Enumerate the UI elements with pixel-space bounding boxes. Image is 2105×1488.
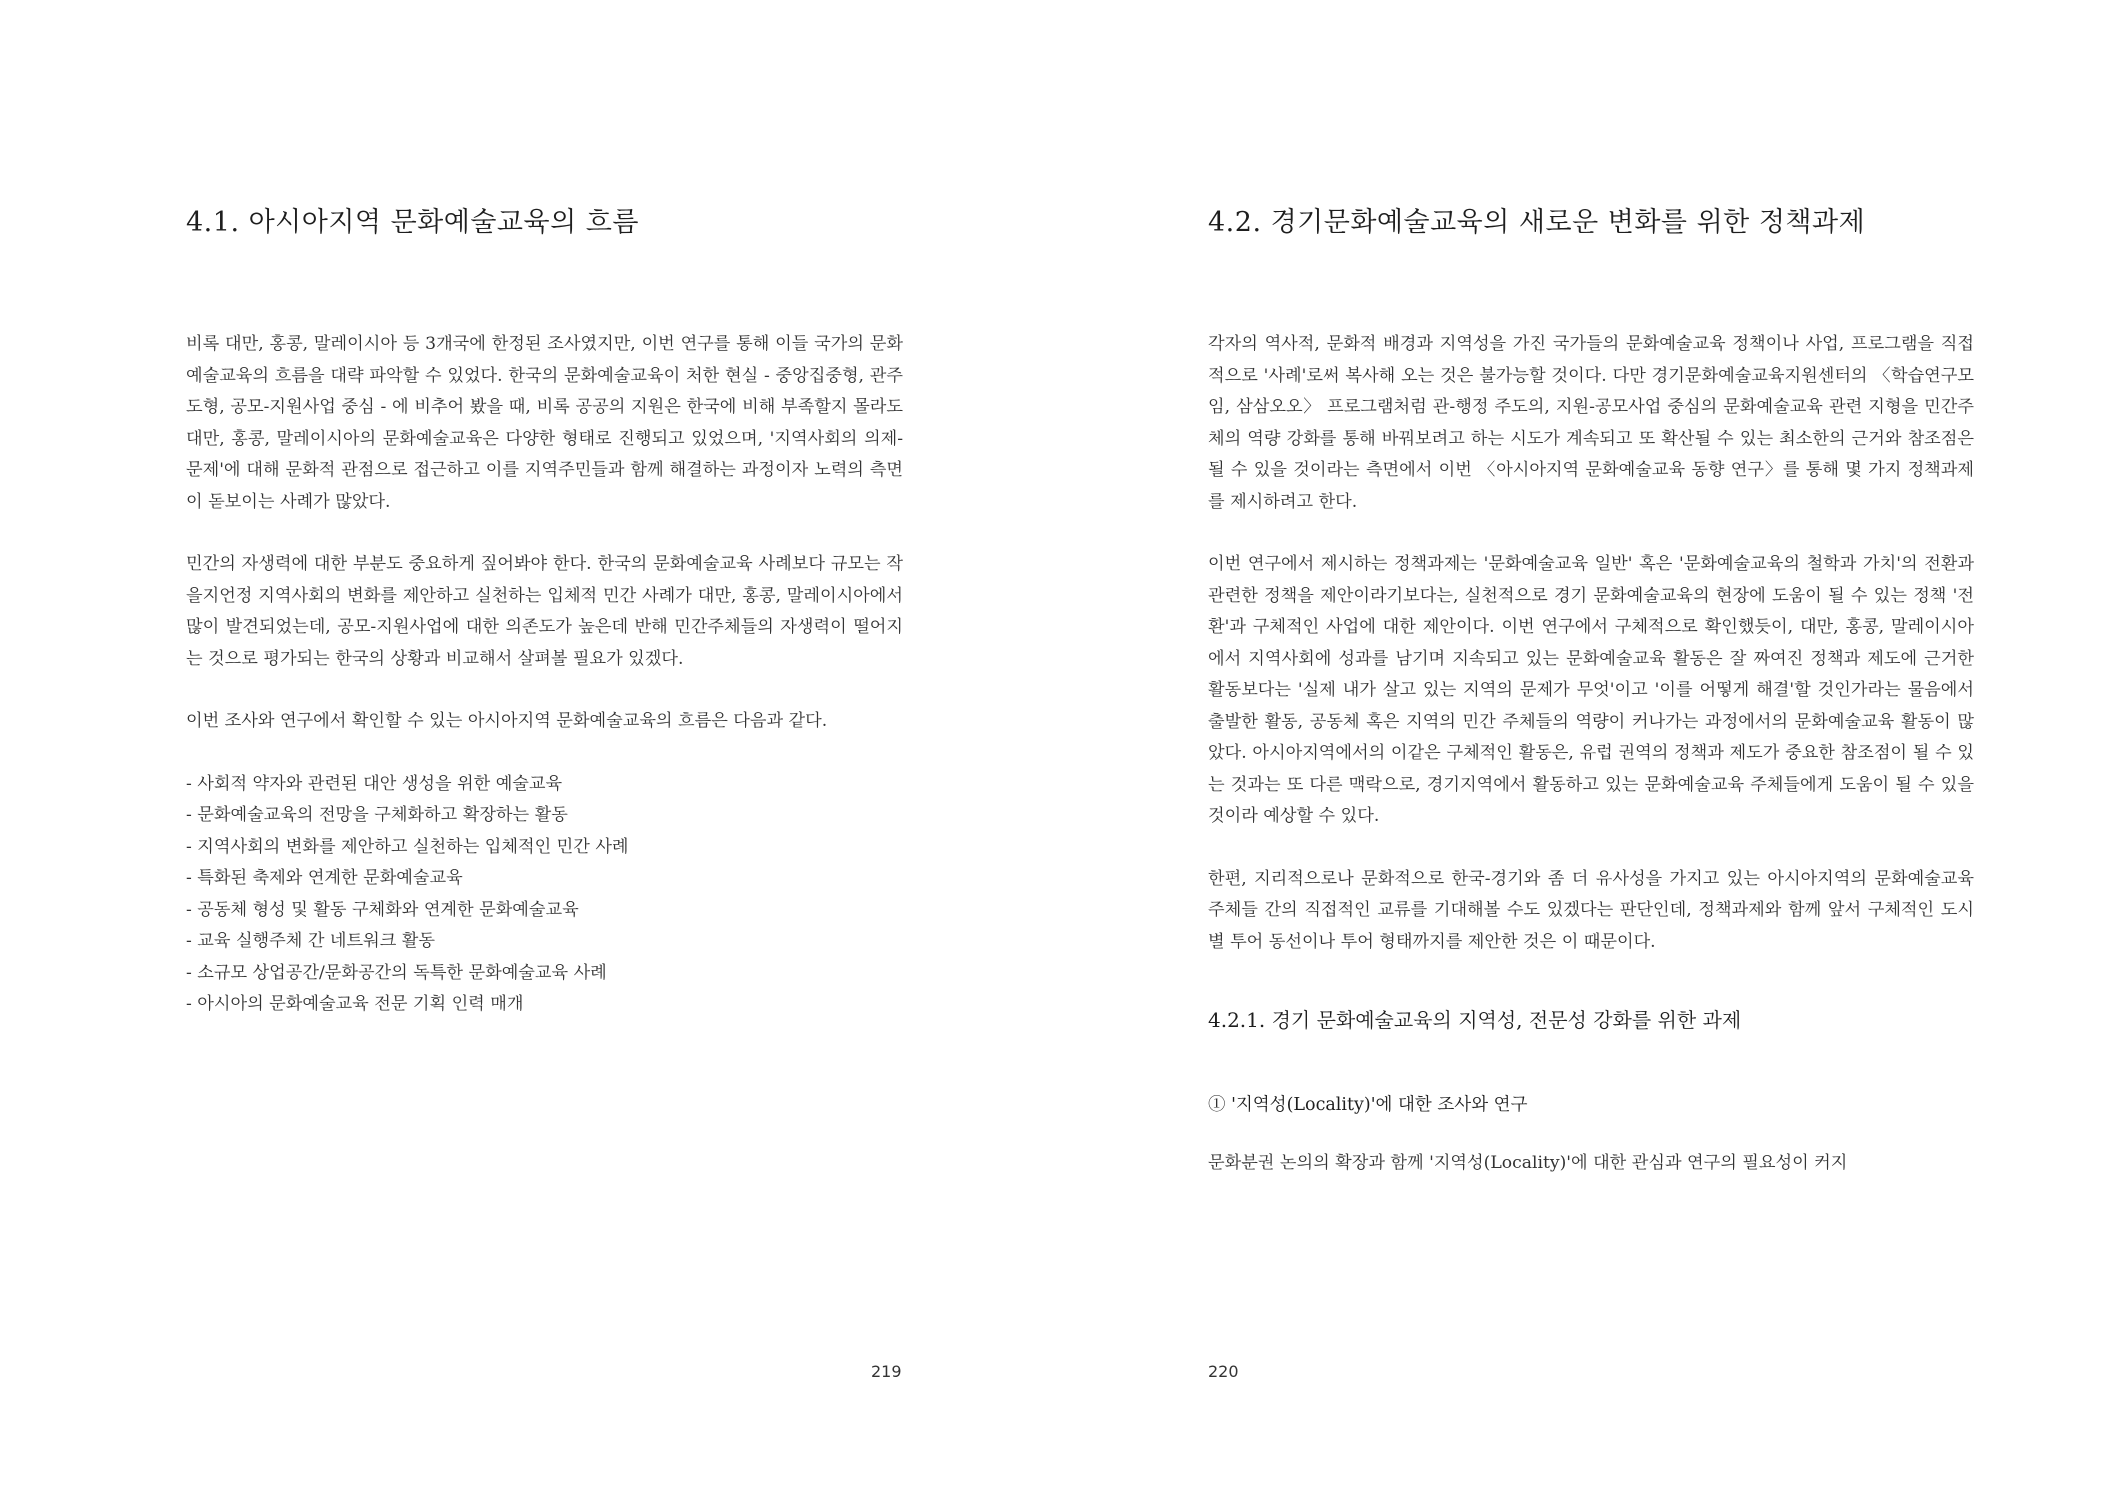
list-item: - 아시아의 문화예술교육 전문 기획 인력 매개: [186, 994, 524, 1014]
left-page: [0, 0, 1052, 1488]
list-item: - 소규모 상업공간/문화공간의 독특한 문화예술교육 사례: [186, 962, 607, 983]
list-item: - 특화된 축제와 연계한 문화예술교육: [186, 868, 463, 888]
subsection-heading-4-2-1: 4.2.1. 경기 문화예술교육의 지역성, 전문성 강화를 위한 과제: [1208, 1008, 1742, 1032]
right-paragraph-3: 한편, 지리적으로나 문화적으로 한국-경기와 좀 더 유사성을 가지고 있는 아시아지역의 문화예술교육 주체들 간의 직접적인 교류를 기대해볼 수도 있겠다는 판단인데, 정책과제와 함께 앞서 구체적인 도시별 투어 동선이나 투어 형태까지를 제안한 것은 이 때문이다.: [1208, 868, 1974, 952]
list-item: - 지역사회의 변화를 제안하고 실천하는 입체적인 민간 사례: [186, 836, 629, 857]
right-paragraph-1: 각자의 역사적, 문화적 배경과 지역성을 가진 국가들의 문화예술교육 정책이나 사업, 프로그램을 직접적으로 '사례'로써 복사해 오는 것은 불가능할 것이다. 다만 경기문화예술교육지원센터의 〈학습연구모임, 삼삼오오〉 프로그램처럼 관-행정 주도의, 지원-공모사업 중심의 문화예술교육 관련 지형을 민간주체의 역량 강화를 통해 바꿔보려고 하는 시도가 계속되고 또 확산될 수 있는 최소한의 근거와 참조점은 될 수 있을 것이라는 측면에서 이번 〈아시아지역 문화예술교육 동향 연구〉를 통해 몇 가지 정책과제를 제시하려고 한다.: [1208, 334, 1974, 512]
right-paragraph-4: 문화분권 논의의 확장과 함께 '지역성(Locality)'에 대한 관심과 연구의 필요성이 커지: [1208, 1153, 1848, 1173]
left-page-content: [186, 200, 903, 1021]
section-heading-4-1: 4.1. 아시아지역 문화예술교육의 흐름: [186, 207, 639, 238]
page-number-left: 219: [871, 1362, 902, 1381]
right-page: [1052, 0, 2105, 1488]
page-number-right: 220: [1208, 1362, 1239, 1381]
trend-list: [186, 769, 903, 1021]
left-paragraph-3: 이번 조사와 연구에서 확인할 수 있는 아시아지역 문화예술교육의 흐름은 다음과 같다.: [186, 711, 828, 731]
list-item: - 교육 실행주체 간 네트워크 활동: [186, 931, 435, 951]
left-paragraph-1: 비록 대만, 홍콩, 말레이시아 등 3개국에 한정된 조사였지만, 이번 연구를 통해 이들 국가의 문화예술교육의 흐름을 대략 파악할 수 있었다. 한국의 문화예술교육이 처한 현실 - 중앙집중형, 관주도형, 공모-지원사업 중심 - 에 비추어 봤을 때, 비록 공공의 지원은 한국에 비해 부족할지 몰라도 대만, 홍콩, 말레이시아의 문화예술교육은 다양한 형태로 진행되고 있었으며, '지역사회의 의제-문제'에 대해 문화적 관점으로 접근하고 이를 지역주민들과 함께 해결하는 과정이자 노력의 측면이 돋보이는 사례가 많았다.: [186, 334, 903, 512]
section-heading-4-2: 4.2. 경기문화예술교육의 새로운 변화를 위한 정책과제: [1208, 207, 1866, 238]
list-item: - 사회적 약자와 관련된 대안 생성을 위한 예술교육: [186, 773, 563, 794]
list-item: - 문화예술교육의 전망을 구체화하고 확장하는 활동: [186, 805, 568, 825]
item-heading-locality: ① '지역성(Locality)'에 대한 조사와 연구: [1208, 1095, 1528, 1115]
right-page-content: [1208, 200, 1974, 1180]
left-paragraph-2: 민간의 자생력에 대한 부분도 중요하게 짚어봐야 한다. 한국의 문화예술교육 사례보다 규모는 작을지언정 지역사회의 변화를 제안하고 실천하는 입체적 민간 사례가 대만, 홍콩, 말레이시아에서 많이 발견되었는데, 공모-지원사업에 대한 의존도가 높은데 반해 민간주체들의 자생력이 떨어지는 것으로 평가되는 한국의 상황과 비교해서 살펴볼 필요가 있겠다.: [186, 554, 903, 669]
list-item: - 공동체 형성 및 활동 구체화와 연계한 문화예술교육: [186, 899, 579, 920]
right-paragraph-2: 이번 연구에서 제시하는 정책과제는 '문화예술교육 일반' 혹은 '문화예술교육의 철학과 가치'의 전환과 관련한 정책을 제안이라기보다는, 실천적으로 경기 문화예술교육의 현장에 도움이 될 수 있는 정책 '전환'과 구체적인 사업에 대한 제안이다. 이번 연구에서 구체적으로 확인했듯이, 대만, 홍콩, 말레이시아에서 지역사회에 성과를 남기며 지속되고 있는 문화예술교육 활동은 잘 짜여진 정책과 제도에 근거한 활동보다는 '실제 내가 살고 있는 지역의 문제가 무엇'이고 '이를 어떻게 해결'할 것인가라는 물음에서 출발한 활동, 공동체 혹은 지역의 민간 주체들의 역량이 커나가는 과정에서의 문화예술교육 활동이 많았다. 아시아지역에서의 이같은 구체적인 활동은, 유럽 권역의 정책과 제도가 중요한 참조점이 될 수 있는 것과는 또 다른 맥락으로, 경기지역에서 활동하고 있는 문화예술교육 주체들에게 도움이 될 수 있을 것이라 예상할 수 있다.: [1208, 554, 1974, 826]
